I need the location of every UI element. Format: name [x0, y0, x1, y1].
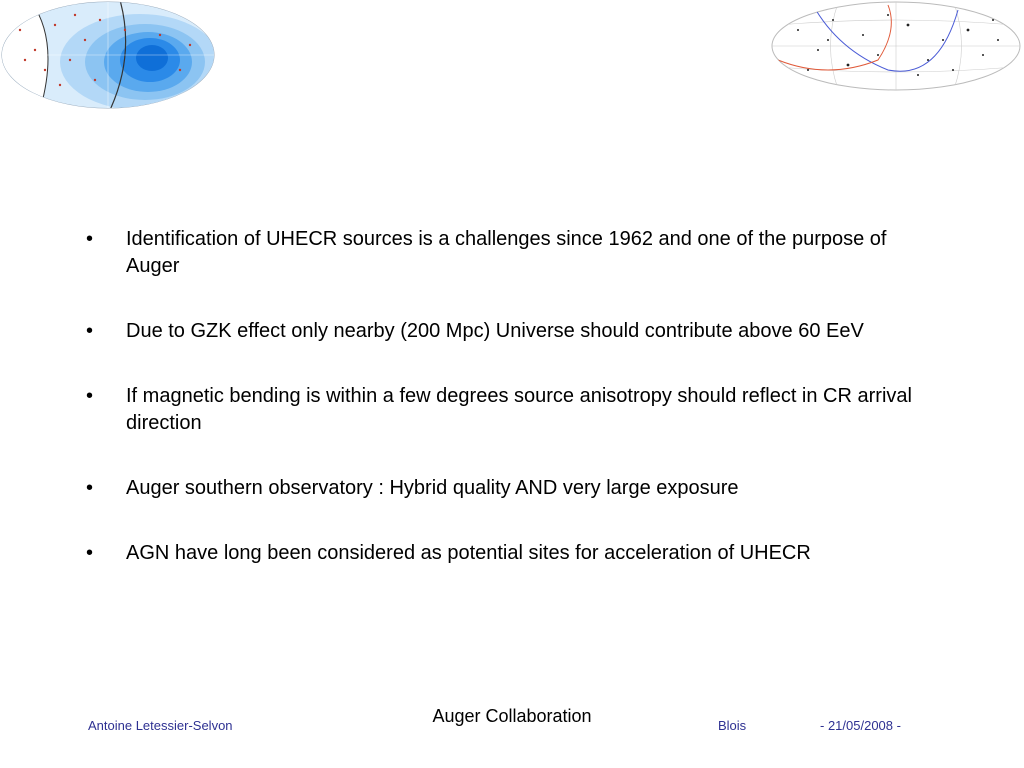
list-item	[86, 383, 936, 437]
bullet-marker: •	[86, 385, 94, 407]
bullet-text: Identification of UHECR sources is a challenges since 1962 and one of the purpose of Auger	[126, 228, 887, 277]
list-item	[86, 540, 936, 567]
list-item	[86, 318, 936, 345]
bullet-marker: •	[86, 477, 94, 499]
bullet-marker: •	[86, 320, 94, 342]
bullet-text: Auger southern observatory : Hybrid quality AND very large exposure	[126, 477, 739, 499]
bullet-text: AGN have long been considered as potential sites for acceleration of UHECR	[126, 542, 811, 564]
bullet-marker: •	[86, 542, 94, 564]
bullet-text: Due to GZK effect only nearby (200 Mpc) Universe should contribute above 60 EeV	[126, 320, 864, 342]
bullet-list	[86, 226, 936, 605]
footer-date: - 21/05/2008 -	[820, 718, 901, 733]
bullet-text: If magnetic bending is within a few degrees source anisotropy should reflect in CR arrival direction	[126, 385, 912, 434]
footer-collaboration: Auger Collaboration	[432, 706, 592, 726]
bullet-marker: •	[86, 228, 94, 250]
list-item	[86, 475, 936, 502]
list-item	[86, 226, 936, 280]
footer-place: Blois	[718, 718, 747, 733]
footer-author: Antoine Letessier-Selvon	[88, 718, 233, 733]
exposure-skymap-icon	[0, 0, 216, 110]
agn-skymap-icon	[768, 0, 1024, 94]
